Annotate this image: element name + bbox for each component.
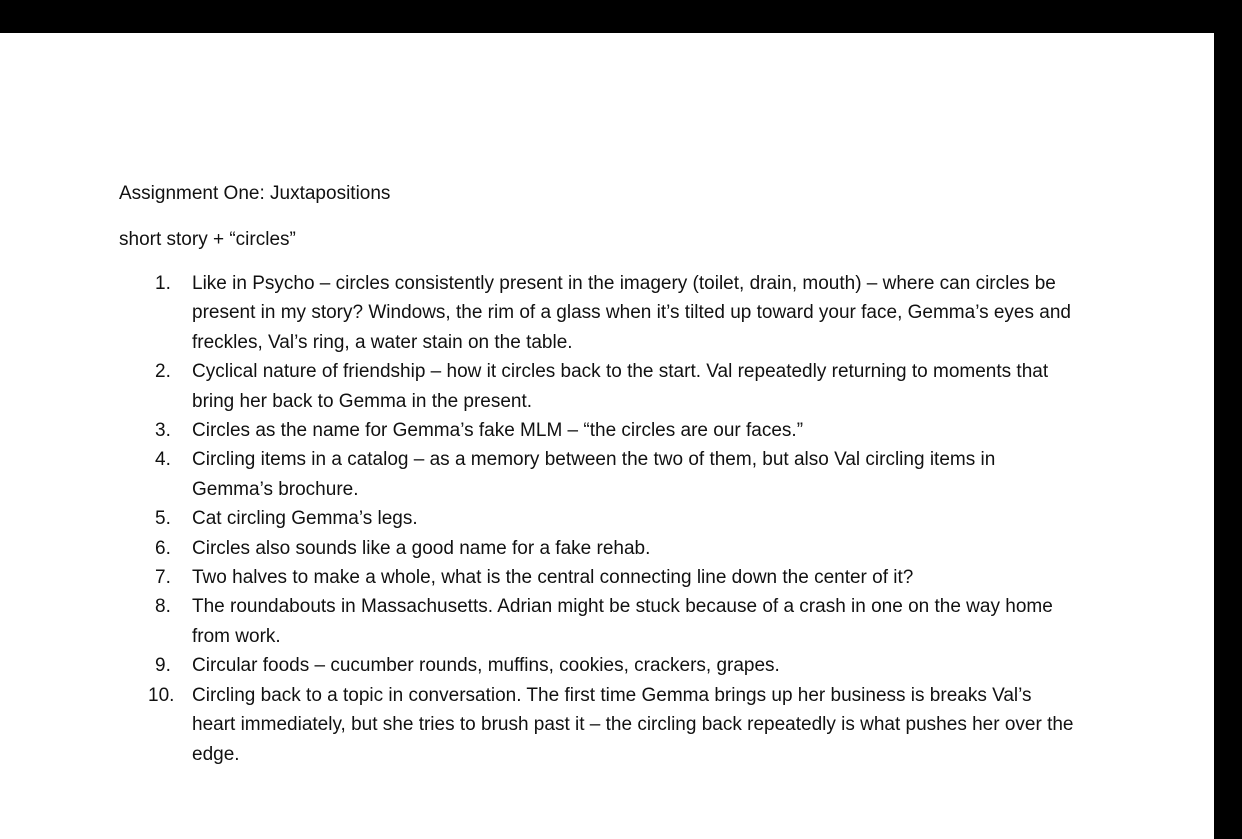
numbered-list xyxy=(148,269,1078,769)
list-item-text: Circles as the name for Gemma’s fake MLM – “the circles are our faces.” xyxy=(192,420,804,442)
list-item-10 xyxy=(148,681,1078,769)
list-item-5 xyxy=(148,504,1078,533)
list-item-number: 4. xyxy=(155,449,171,471)
list-item-number: 9. xyxy=(155,655,171,677)
list-item-text: Circling back to a topic in conversation. The first time Gemma brings up her business is breaks Val’s heart immediately, but she tries to brush past it – the circling back repeatedly is what pushes her over the edge. xyxy=(192,684,1074,765)
list-item-8 xyxy=(148,592,1078,651)
document-page xyxy=(0,33,1214,839)
list-item-number: 1. xyxy=(155,273,171,294)
list-item-text: Circular foods – cucumber rounds, muffins, cookies, crackers, grapes. xyxy=(192,655,780,677)
list-item-number: 2. xyxy=(155,361,171,383)
document-title: Assignment One: Juxtapositions xyxy=(119,183,391,204)
list-item-7 xyxy=(148,563,1078,592)
document-subtitle: short story + “circles” xyxy=(119,229,296,250)
list-item-3 xyxy=(148,416,1078,445)
list-item-4 xyxy=(148,445,1078,504)
list-item-text: Like in Psycho – circles consistently present in the imagery (toilet, drain, mouth) – where can circles be present in my story? Windows, the rim of a glass when it’s tilted up toward your face, Gemma’s eyes and freckles, Val’s ring, a water stain on the table. xyxy=(192,273,1071,353)
list-item-6 xyxy=(148,534,1078,563)
list-item-text: Circles also sounds like a good name for a fake rehab. xyxy=(192,537,651,559)
list-item-1 xyxy=(148,269,1078,357)
list-item-text: Cyclical nature of friendship – how it circles back to the start. Val repeatedly returning to moments that bring her back to Gemma in the present. xyxy=(192,361,1049,412)
list-item-number: 5. xyxy=(155,508,171,530)
list-item-number: 6. xyxy=(155,537,171,559)
list-item-number: 8. xyxy=(155,596,171,618)
list-item-text: Cat circling Gemma’s legs. xyxy=(192,508,418,530)
list-item-number: 7. xyxy=(155,567,171,589)
list-item-9 xyxy=(148,651,1078,680)
list-item-text: Circling items in a catalog – as a memory between the two of them, but also Val circling items in Gemma’s brochure. xyxy=(192,449,996,500)
list-item-2 xyxy=(148,357,1078,416)
list-item-number: 3. xyxy=(155,420,171,442)
list-item-text: The roundabouts in Massachusetts. Adrian might be stuck because of a crash in one on the way home from work. xyxy=(192,596,1053,647)
list-item-text: Two halves to make a whole, what is the central connecting line down the center of it? xyxy=(192,567,914,589)
list-item-number: 10. xyxy=(148,684,175,706)
